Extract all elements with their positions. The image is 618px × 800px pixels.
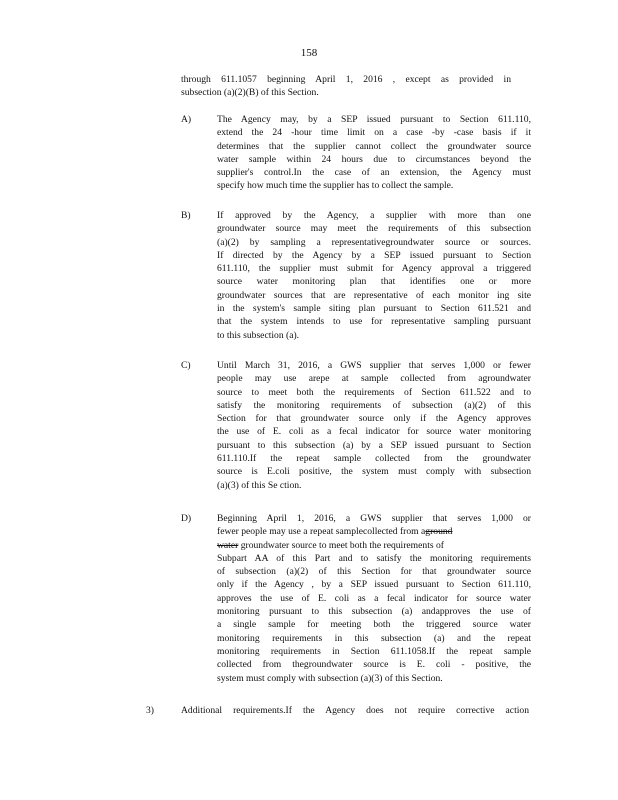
item-line: water sample within 24 hours due to circumstances beyond the (217, 153, 531, 165)
item-line: (a)(3) of this Se ction. (217, 479, 302, 491)
item-body (217, 209, 531, 342)
item-label: B) (181, 210, 191, 221)
item-line (217, 525, 531, 538)
item-body (217, 359, 531, 492)
item-line: monitoring requirements in Section 611.1058.If the repeat sample (217, 645, 531, 657)
item-line: system must comply with subsection (a)(3) of this Section. (217, 672, 443, 684)
item-line: The Agency may, by a SEP issued pursuant to Section 611.110, (217, 114, 531, 125)
item-line: 611.110, the supplier must submit for Agency approval a triggered (217, 263, 531, 275)
item-line: of subsection (a)(2) of this Section for that groundwater source (217, 566, 531, 578)
item-line: specify how much time the supplier has to collect the sample. (217, 180, 454, 192)
item-label: 3) (146, 705, 154, 716)
item-line: source to meet both the requirements of Section 611.522 and to (217, 386, 531, 398)
item-line-text: Beginning April 1, 2016, a GWS supplier that serves 1,000 or (217, 513, 531, 524)
item-line: groundwater sources that are representative of each monitor ing site (217, 289, 531, 301)
item-line: pursuant to this subsection (a) by a SEP issued pursuant to Section (217, 439, 531, 451)
item-line: Subpart AA of this Part and to satisfy the monitoring requirements (217, 552, 531, 564)
item-line: (a)(2) by sampling a representativegroundwater source or sources. (217, 236, 531, 248)
item-line: people may use arepe at sample collected from agroundwater (217, 373, 531, 385)
item-line: Additional requirements.If the Agency does not require corrective action (181, 705, 529, 716)
item-label: C) (181, 360, 191, 371)
item-line: determines that the supplier cannot collect the groundwater source (217, 140, 531, 152)
item-line: extend the 24 -hour time limit on a case -by -case basis if it (217, 127, 531, 139)
item-line: Until March 31, 2016, a GWS supplier that serves 1,000 or fewer (217, 360, 531, 371)
item-line: 611.110.If the repeat sample collected from the groundwater (217, 453, 531, 465)
item-line-text: fewer people may use a repeat samplecollected from a (217, 526, 426, 538)
page-number: 158 (300, 47, 318, 59)
intro-line: subsection (a)(2)(B) of this Section. (181, 87, 319, 99)
item-line-text: groundwater source to meet both the requirements of (238, 539, 444, 551)
item-body (217, 512, 531, 685)
struck-text: ground (425, 526, 453, 538)
item-line: supplier's control.In the case of an extension, the Agency must (217, 167, 531, 179)
item-body (181, 704, 529, 717)
item-line: satisfy the monitoring requirements of subsection (a)(2) of this (217, 399, 531, 411)
item-line: collected from thegroundwater source is E. coli - positive, the (217, 659, 531, 671)
intro-line: through 611.1057 beginning April 1, 2016 , except as provided in (181, 74, 511, 85)
item-line: approves the use of E. coli as a fecal indicator for source water (217, 592, 531, 604)
item-line: only if the Agency , by a SEP issued pursuant to Section 611.110, (217, 579, 531, 591)
item-label: D) (181, 513, 192, 524)
item-line: a single sample for meeting both the triggered source water (217, 619, 531, 631)
item-body (217, 113, 531, 193)
item-label: A) (181, 114, 192, 125)
item-line: source water monitoring plan that identifies one or more (217, 276, 531, 288)
item-line: If approved by the Agency, a supplier with more than one (217, 210, 531, 221)
item-line: groundwater source may meet the requirements of this subsection (217, 223, 531, 235)
item-line (217, 539, 531, 552)
intro-paragraph (181, 73, 511, 100)
item-line: monitoring pursuant to this subsection (a) andapproves the use of (217, 606, 531, 618)
item-line: the use of E. coli as a fecal indicator for source water monitoring (217, 426, 531, 438)
item-line: monitoring requirements in this subsection (a) and the repeat (217, 632, 531, 644)
struck-text: water (217, 539, 239, 551)
item-line: source is E.coli positive, the system must comply with subsection (217, 466, 531, 478)
item-line: Section for that groundwater source only if the Agency approves (217, 413, 531, 425)
item-line: that the system intends to use for representative sampling pursuant (217, 316, 531, 328)
item-line: to this subsection (a). (217, 329, 300, 341)
item-line: in the system's sample siting plan pursuant to Section 611.521 and (217, 303, 531, 315)
item-line (217, 512, 531, 525)
item-line: If directed by the Agency by a SEP issued pursuant to Section (217, 249, 531, 261)
